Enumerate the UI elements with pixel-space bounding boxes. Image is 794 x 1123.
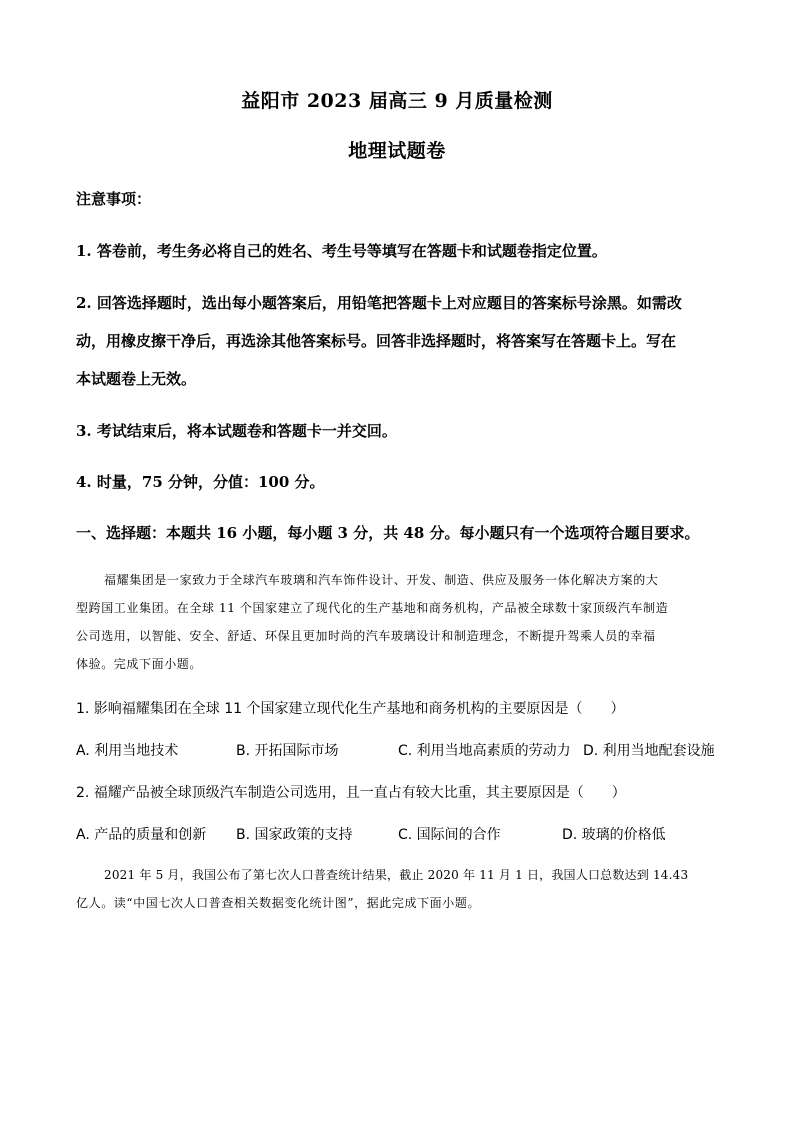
question-2-stem: 2. 福耀产品被全球顶级汽车制造公司选用，且一直占有较大比重，其主要原因是（ ） [76,785,626,801]
question-1-stem: 1. 影响福耀集团在全球 11 个国家建立现代化生产基地和商务机构的主要原因是（ ） [76,701,625,717]
notice-item: 2. 回答选择题时，选出每小题答案后，用铅笔把答题卡上对应题目的答案标号涂黑。如需改 [76,294,682,312]
question-1-option-c: C. 利用当地高素质的劳动力 [398,743,571,759]
passage-line: 亿人。读“中国七次人口普查相关数据变化统计图”，据此完成下面小题。 [76,896,481,910]
exam-title: 益阳市 2023 届高三 9 月质量检测 [241,90,553,112]
exam-subtitle: 地理试题卷 [348,140,446,162]
passage-line: 福耀集团是一家致力于全球汽车玻璃和汽车饰件设计、开发、制造、供应及服务一体化解决方案的大 [104,573,659,587]
notice-item: 本试题卷上无效。 [76,370,197,388]
question-2-option-d: D. 玻璃的价格低 [562,827,666,843]
section-heading: 一、选择题：本题共 16 小题，每小题 3 分，共 48 分。每小题只有一个选项符合题目要求。 [76,524,700,542]
passage-line: 体验。完成下面小题。 [76,657,203,671]
notice-item: 4. 时量，75 分钟，分值：100 分。 [76,473,325,491]
question-2-option-c: C. 国际间的合作 [398,827,501,843]
passage-line: 型跨国工业集团。在全球 11 个国家建立了现代化的生产基地和商务机构，产品被全球数十家顶级汽车制造 [76,601,669,615]
question-2-option-a: A. 产品的质量和创新 [76,827,207,843]
notice-item: 1. 答卷前，考生务必将自己的姓名、考生号等填写在答题卡和试题卷指定位置。 [76,242,607,260]
notice-heading: 注意事项： [76,190,152,208]
question-2-option-b: B. 国家政策的支持 [236,827,353,843]
question-1-option-a: A. 利用当地技术 [76,743,179,759]
question-1-option-b: B. 开拓国际市场 [236,743,339,759]
notice-item: 3. 考试结束后，将本试题卷和答题卡一并交回。 [76,422,397,440]
notice-item: 动，用橡皮擦干净后，再选涂其他答案标号。回答非选择题时，将答案写在答题卡上。写在 [76,332,677,350]
question-1-option-d: D. 利用当地配套设施 [583,743,715,759]
passage-line: 公司选用，以智能、安全、舒适、环保且更加时尚的汽车玻璃设计和制造理念，不断提升驾乘人员的幸福 [76,629,656,643]
passage-line: 2021 年 5 月，我国公布了第七次人口普查统计结果，截止 2020 年 11 月 1 日，我国人口总数达到 14.43 [104,868,689,882]
